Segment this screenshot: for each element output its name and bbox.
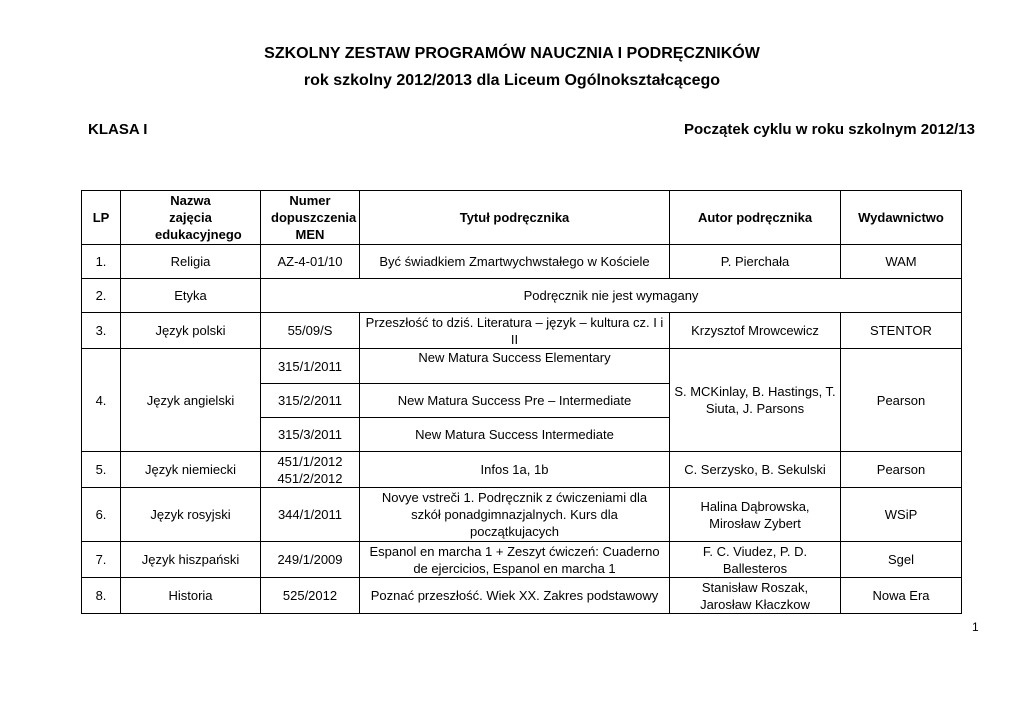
header-autor: Autor podręcznika [670, 191, 841, 245]
cell-tytul: Poznać przeszłość. Wiek XX. Zakres podstawowy [360, 578, 670, 614]
table-row [82, 542, 962, 578]
cell-autor: Krzysztof Mrowcewicz [670, 313, 841, 349]
cell-tytul: Przeszłość to dziś. Literatura – język – kultura cz. I i II [360, 313, 670, 349]
cell-wyd: WAM [841, 245, 962, 279]
cell-numer-line: 451/1/2012 [277, 453, 343, 469]
cell-numer: 315/1/2011 [261, 349, 360, 384]
cell-tytul: Novye vstreči 1. Podręcznik z ćwiczeniami dla szkół ponadgimnazjalnych. Kurs dla początkujacych [360, 488, 670, 542]
table-row [82, 313, 962, 349]
table-row [82, 488, 962, 542]
cell-lp: 1. [82, 245, 121, 279]
page-number: 1 [972, 620, 979, 634]
cell-nazwa: Religia [121, 245, 261, 279]
table-header-row [82, 191, 962, 245]
cell-lp: 2. [82, 279, 121, 313]
table-row [82, 349, 962, 384]
cell-wyd: STENTOR [841, 313, 962, 349]
cell-lp: 3. [82, 313, 121, 349]
cell-autor: Stanisław Roszak, Jarosław Kłaczkow [670, 578, 841, 614]
cell-numer: 55/09/S [261, 313, 360, 349]
header-wyd: Wydawnictwo [841, 191, 962, 245]
table-row [82, 245, 962, 279]
document-subtitle: rok szkolny 2012/2013 dla Liceum Ogólnokształcącego [303, 72, 721, 89]
header-lp: LP [82, 191, 121, 245]
document-title: SZKOLNY ZESTAW PROGRAMÓW NAUCZNIA I PODRĘCZNIKÓW [264, 45, 760, 62]
textbook-table [81, 190, 962, 614]
cell-nazwa: Język polski [121, 313, 261, 349]
cell-autor: Halina Dąbrowska, Mirosław Zybert [670, 488, 841, 542]
cell-wyd: Pearson [841, 452, 962, 488]
cell-lp: 7. [82, 542, 121, 578]
cell-tytul: New Matura Success Intermediate [360, 418, 670, 452]
cell-tytul: New Matura Success Pre – Intermediate [360, 384, 670, 418]
cell-wyd: Pearson [841, 349, 962, 452]
cell-numer: 344/1/2011 [261, 488, 360, 542]
cell-lp: 6. [82, 488, 121, 542]
header-tytul: Tytuł podręcznika [360, 191, 670, 245]
cell-wyd: Sgel [841, 542, 962, 578]
cell-nazwa: Historia [121, 578, 261, 614]
cycle-label: Początek cyklu w roku szkolnym 2012/13 [684, 121, 975, 138]
header-nazwa: Nazwa zajęcia edukacyjnego [121, 191, 261, 245]
cell-tytul: Być świadkiem Zmartwychwstałego w Kościele [360, 245, 670, 279]
cell-note: Podręcznik nie jest wymagany [261, 279, 962, 313]
cell-nazwa: Język niemiecki [121, 452, 261, 488]
cell-autor: C. Serzysko, B. Sekulski [670, 452, 841, 488]
cell-autor: P. Pierchała [670, 245, 841, 279]
cell-nazwa: Język hiszpański [121, 542, 261, 578]
cell-numer-line: 451/2/2012 [277, 470, 343, 486]
cell-wyd: WSiP [841, 488, 962, 542]
cell-autor: F. C. Viudez, P. D. Ballesteros [670, 542, 841, 578]
cell-autor: S. MCKinlay, B. Hastings, T. Siuta, J. Parsons [670, 349, 841, 452]
cell-tytul: New Matura Success Elementary [360, 349, 670, 384]
table-row [82, 279, 962, 313]
cell-numer: 249/1/2009 [261, 542, 360, 578]
table-row [82, 452, 962, 488]
cell-nazwa: Etyka [121, 279, 261, 313]
cell-tytul: Infos 1a, 1b [360, 452, 670, 488]
cell-wyd: Nowa Era [841, 578, 962, 614]
cell-numer: 315/3/2011 [261, 418, 360, 452]
cell-tytul: Espanol en marcha 1 + Zeszyt ćwiczeń: Cuaderno de ejercicios, Espanol en marcha 1 [360, 542, 670, 578]
table-row [82, 578, 962, 614]
cell-numer: 315/2/2011 [261, 384, 360, 418]
cell-lp: 4. [82, 349, 121, 452]
cell-lp: 5. [82, 452, 121, 488]
cell-numer: 525/2012 [261, 578, 360, 614]
cell-nazwa: Język rosyjski [121, 488, 261, 542]
cell-numer [261, 452, 360, 488]
cell-numer: AZ-4-01/10 [261, 245, 360, 279]
cell-lp: 8. [82, 578, 121, 614]
cell-nazwa: Język angielski [121, 349, 261, 452]
class-label: KLASA I [88, 121, 148, 138]
header-numer: Numer dopuszczenia MEN [261, 191, 360, 245]
